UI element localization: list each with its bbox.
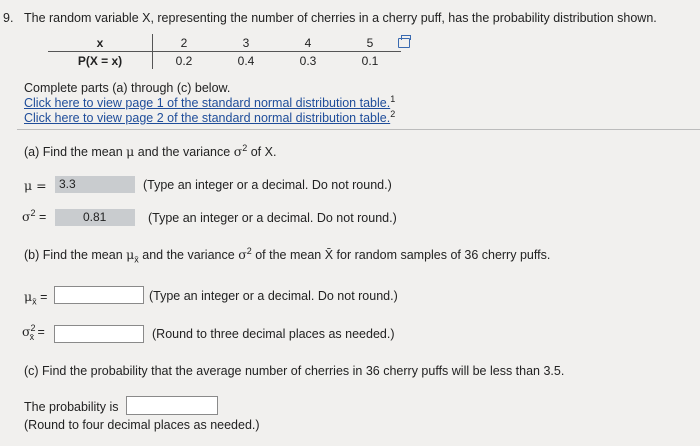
sigma-symbol: σ	[238, 247, 247, 262]
subscript: x̄	[32, 296, 37, 307]
prompt-text: and the variance	[142, 248, 235, 262]
subscript: x̄	[29, 331, 35, 342]
mean-answer[interactable]: 3.3	[55, 176, 135, 193]
probability-input[interactable]	[126, 396, 218, 415]
exponent: 2	[30, 323, 36, 333]
link-text[interactable]: Click here to view page 2 of the standard normal distribution table.	[24, 111, 391, 125]
equals: =	[35, 210, 47, 224]
sigma-symbol: σ	[22, 209, 31, 224]
p-value: 0.4	[237, 53, 255, 68]
prompt-text: and the variance	[137, 145, 231, 159]
exponent: 2	[30, 208, 36, 218]
copy-icon[interactable]	[398, 38, 410, 48]
x-header: x	[48, 34, 153, 52]
sigma-symbol: σ	[233, 144, 243, 159]
sample-variance-input[interactable]	[54, 325, 144, 343]
sigma-symbol: σ	[22, 324, 31, 339]
variance-label	[22, 209, 46, 224]
probability-label: The probability is	[24, 400, 119, 414]
sample-mean-label	[24, 289, 47, 307]
prompt-text: (a) Find the mean	[24, 145, 123, 159]
subscript: x̄	[134, 254, 139, 265]
mu-symbol: μ	[126, 247, 135, 262]
equals: =	[36, 290, 48, 304]
table-row	[48, 34, 401, 52]
sample-mean-hint: (Type an integer or a decimal. Do not round.)	[149, 289, 398, 303]
mean-label: μ =	[24, 178, 47, 193]
variance-answer[interactable]: 0.81	[55, 209, 135, 226]
p-header: P(X = x)	[48, 52, 153, 70]
equals: =	[34, 325, 45, 339]
distribution-table	[48, 34, 401, 69]
prompt-text: of X.	[250, 145, 277, 159]
x-value: 3	[215, 34, 277, 52]
p-value: 0.2	[175, 53, 193, 68]
question-number: 9.	[3, 11, 14, 25]
prompt-text: of the mean X̄ for random samples of 36 cherry puffs.	[255, 248, 551, 262]
question-text: The random variable X, representing the number of cherries in a cherry puff, has the probability distribution shown.	[24, 11, 657, 25]
x-value: 5	[339, 34, 401, 52]
normal-table-link-1[interactable]	[24, 96, 395, 110]
link-text[interactable]: Click here to view page 1 of the standard normal distribution table.	[24, 96, 391, 110]
part-a-prompt	[24, 144, 276, 159]
footnote-marker: 1	[390, 94, 396, 104]
mu-symbol: μ	[126, 144, 135, 159]
table-row	[48, 52, 401, 70]
sample-variance-label	[22, 324, 45, 342]
exponent: 2	[246, 246, 252, 256]
x-value: 2	[153, 34, 216, 52]
part-c-prompt: (c) Find the probability that the average number of cherries in 36 cherry puffs will be less than 3.5.	[24, 364, 565, 378]
exponent: 2	[242, 143, 248, 153]
divider	[17, 129, 700, 130]
normal-table-link-2[interactable]	[24, 111, 395, 125]
mean-hint: (Type an integer or a decimal. Do not round.)	[143, 178, 392, 192]
variance-hint: (Type an integer or a decimal. Do not round.)	[148, 211, 397, 225]
part-b-prompt	[24, 247, 550, 265]
p-value: 0.3	[299, 53, 317, 68]
sample-mean-input[interactable]	[54, 286, 144, 304]
x-value: 4	[277, 34, 339, 52]
p-value: 0.1	[361, 53, 379, 68]
probability-hint: (Round to four decimal places as needed.)	[24, 418, 260, 432]
mu-symbol: μ	[24, 289, 33, 304]
instructions: Complete parts (a) through (c) below.	[24, 81, 231, 95]
sample-variance-hint: (Round to three decimal places as needed.)	[152, 327, 395, 341]
prompt-text: (b) Find the mean	[24, 248, 123, 262]
footnote-marker: 2	[390, 109, 396, 119]
